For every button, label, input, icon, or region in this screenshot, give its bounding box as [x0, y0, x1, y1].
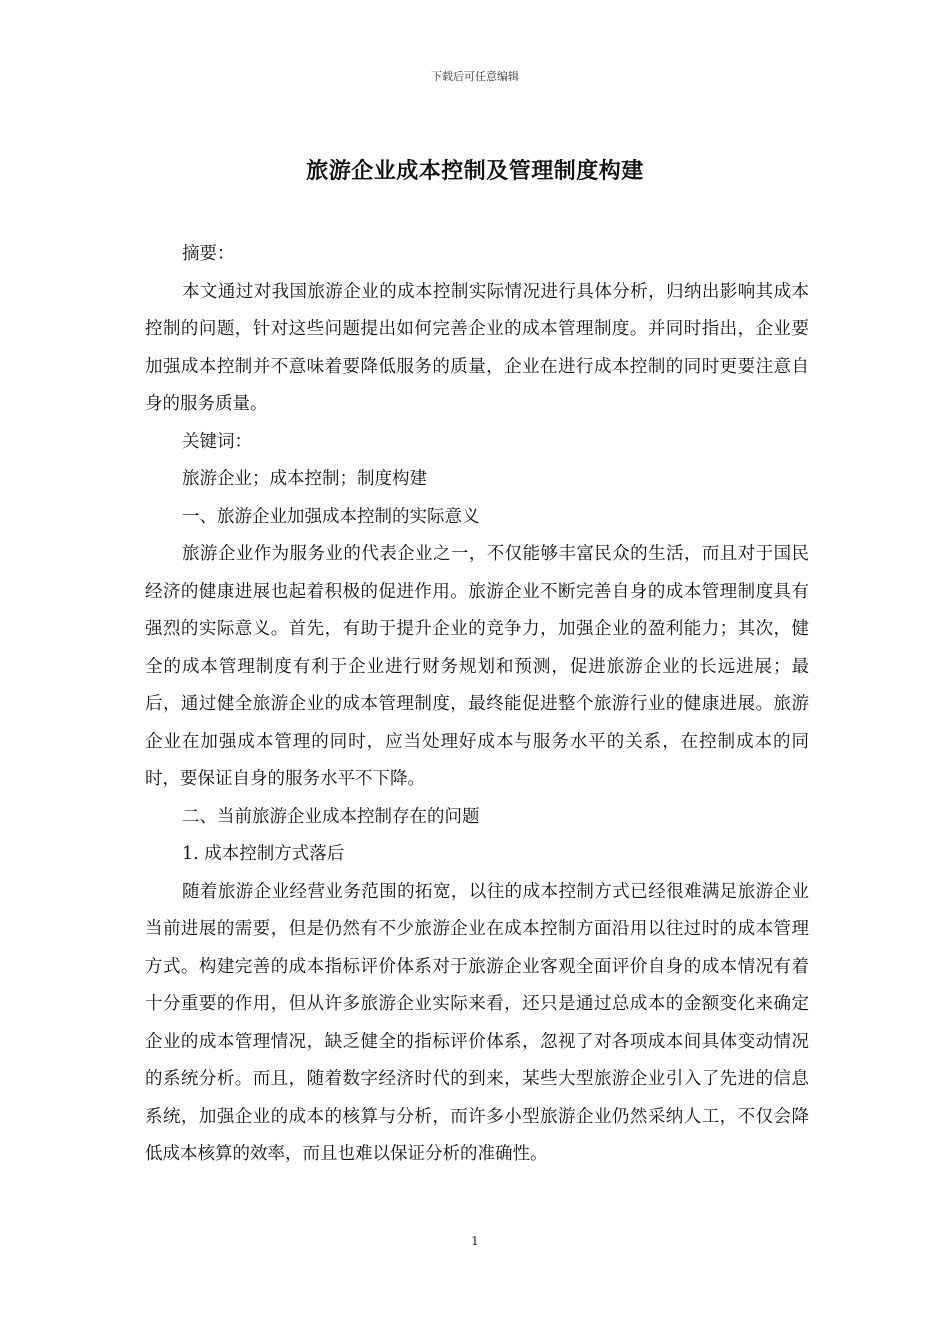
keywords-label: 关键词： [182, 431, 252, 452]
document-body [145, 236, 809, 1174]
section-heading-1: 一、旅游企业加强成本控制的实际意义 [182, 506, 480, 527]
section-heading-2: 二、当前旅游企业成本控制存在的问题 [182, 806, 480, 827]
document-title: 旅游企业成本控制及管理制度构建 [306, 158, 644, 184]
abstract-text: 本文通过对我国旅游企业的成本控制实际情况进行具体分析，归纳出影响其成本控制的问题，针对这些问题提出如何完善企业的成本管理制度。并同时指出，企业要加强成本控制并不意味着要降低服务的质量，企业在进行成本控制的同时更要注意自身的服务质量。 [145, 281, 809, 414]
subsection-heading-1: 1. 成本控制方式落后 [182, 844, 345, 864]
abstract-label: 摘要： [182, 244, 235, 264]
subsection-1-paragraph: 随着旅游企业经营业务范围的拓宽，以往的成本控制方式已经很难满足旅游企业当前进展的需要，但是仍然有不少旅游企业在成本控制方面沿用以往过时的成本管理方式。构建完善的成本指标评价体系对于旅游企业客观全面评价自身的成本情况有着十分重要的作用，但从许多旅游企业实际来看，还只是通过总成本的金额变化来确定企业的成本管理情况，缺乏健全的指标评价体系，忽视了对各项成本间具体变动情况的系统分析。而且，随着数字经济时代的到来，某些大型旅游企业引入了先进的信息系统，加强企业的成本的核算与分析，而许多小型旅游企业仍然采纳人工，不仅会降低成本核算的效率，而且也难以保证分析的准确性。 [145, 881, 809, 1164]
page-number: 1 [471, 1234, 479, 1248]
page-header: 下载后可任意编辑 [431, 70, 519, 83]
keywords-text: 旅游企业；成本控制；制度构建 [182, 469, 427, 489]
section-1-paragraph: 旅游企业作为服务业的代表企业之一，不仅能够丰富民众的生活，而且对于国民经济的健康进展也起着积极的促进作用。旅游企业不断完善自身的成本管理制度具有强烈的实际意义。首先，有助于提升企业的竞争力，加强企业的盈利能力；其次，健全的成本管理制度有利于企业进行财务规划和预测，促进旅游企业的长远进展；最后，通过健全旅游企业的成本管理制度，最终能促进整个旅游行业的健康进展。旅游企业在加强成本管理的同时，应当处理好成本与服务水平的关系，在控制成本的同时，要保证自身的服务水平不下降。 [145, 544, 809, 789]
